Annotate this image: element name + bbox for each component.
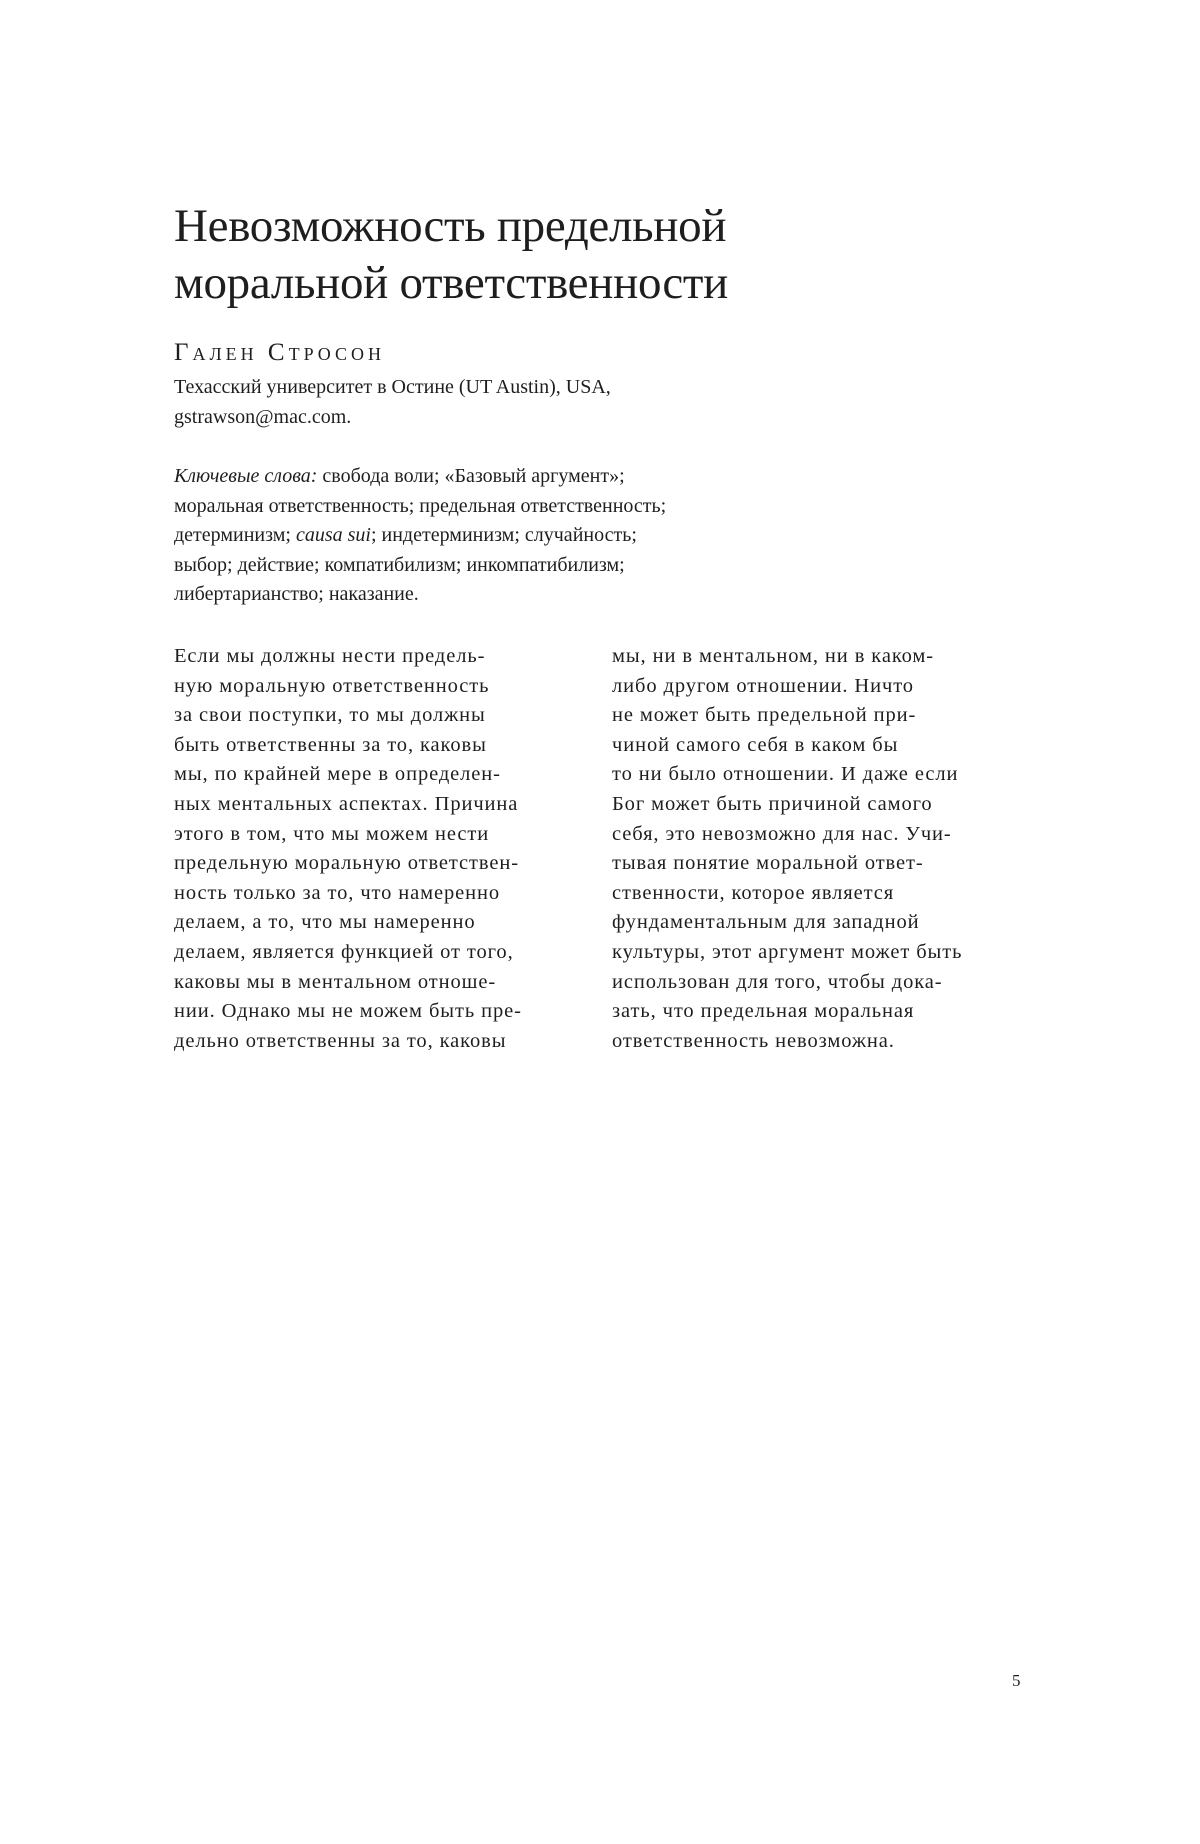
keywords-italic-term: causa sui xyxy=(295,524,371,546)
abstract-line: культуры, этот аргумент может быть xyxy=(612,940,963,963)
abstract-line: нии. Однако мы не можем быть пре- xyxy=(174,1000,522,1023)
abstract-line: предельную моральную ответствен- xyxy=(174,852,519,875)
abstract-line: то ни было отношении. И даже если xyxy=(612,763,959,786)
abstract-line: себя, это невозможно для нас. Учи- xyxy=(612,822,952,845)
abstract-line: ную моральную ответственность xyxy=(174,674,490,697)
abstract-line: чиной самого себя в каком бы xyxy=(612,733,899,756)
abstract-line: делаем, а то, что мы намеренно xyxy=(174,911,476,934)
abstract-line: ных ментальных аспектах. Причина xyxy=(174,792,519,815)
abstract-line: за свои поступки, то мы должны xyxy=(174,704,486,727)
keywords-block xyxy=(174,462,974,610)
abstract-line: делаем, является функцией от того, xyxy=(174,940,514,963)
keywords-line: либертарианство; наказание. xyxy=(174,583,419,605)
abstract-line: Если мы должны нести предель- xyxy=(174,645,486,667)
abstract-line: этого в том, что мы можем нести xyxy=(174,822,490,845)
author-name: Гален Стросон xyxy=(174,339,386,366)
abstract-line: ответственность невозможна. xyxy=(612,1029,895,1052)
abstract-column-left xyxy=(174,642,594,1056)
abstract-line: быть ответственны за то, каковы xyxy=(174,733,487,756)
author-email: gstrawson@mac.com. xyxy=(174,406,352,428)
abstract-column-right xyxy=(612,642,1032,1056)
abstract-line: ность только за то, что намеренно xyxy=(174,881,501,904)
abstract-line: зать, что предельная моральная xyxy=(612,1000,915,1023)
author-affiliation xyxy=(174,372,934,432)
keywords-line: выбор; действие; компатибилизм; инкомпатибилизм; xyxy=(174,553,625,576)
article-title xyxy=(174,198,1034,312)
keywords-text: ; индетерминизм; случайность; xyxy=(370,524,637,546)
abstract-line: Бог может быть причиной самого xyxy=(612,792,933,815)
abstract-line: фундаментальным для западной xyxy=(612,911,920,934)
abstract-line: мы, ни в ментальном, ни в каком- xyxy=(612,645,935,667)
abstract-line: использован для того, чтобы дока- xyxy=(612,970,943,993)
keywords-line: моральная ответственность; предельная ответственность; xyxy=(174,494,667,517)
keywords-text: свобода воли; «Базовый аргумент»; xyxy=(317,465,625,487)
abstract-line: мы, по крайней мере в определен- xyxy=(174,763,501,786)
title-line: Невозможность предельной xyxy=(174,200,727,252)
abstract-line: ственности, которое является xyxy=(612,881,895,904)
abstract-line: не может быть предельной при- xyxy=(612,704,917,727)
keywords-text: детерминизм; xyxy=(174,524,296,546)
title-line: моральной ответственности xyxy=(174,257,728,309)
abstract-line: дельно ответственны за то, каковы xyxy=(174,1029,507,1052)
keywords-line xyxy=(174,521,974,551)
abstract-line: тывая понятие моральной ответ- xyxy=(612,852,924,875)
keywords-line xyxy=(174,462,974,492)
affiliation-line: Техасский университет в Остине (UT Austin), USA, xyxy=(174,376,611,398)
abstract-line: либо другом отношении. Ничто xyxy=(612,674,914,697)
keywords-label: Ключевые слова: xyxy=(174,465,318,487)
page-number: 5 xyxy=(1012,1671,1021,1690)
abstract-line: каковы мы в ментальном отноше- xyxy=(174,970,497,993)
